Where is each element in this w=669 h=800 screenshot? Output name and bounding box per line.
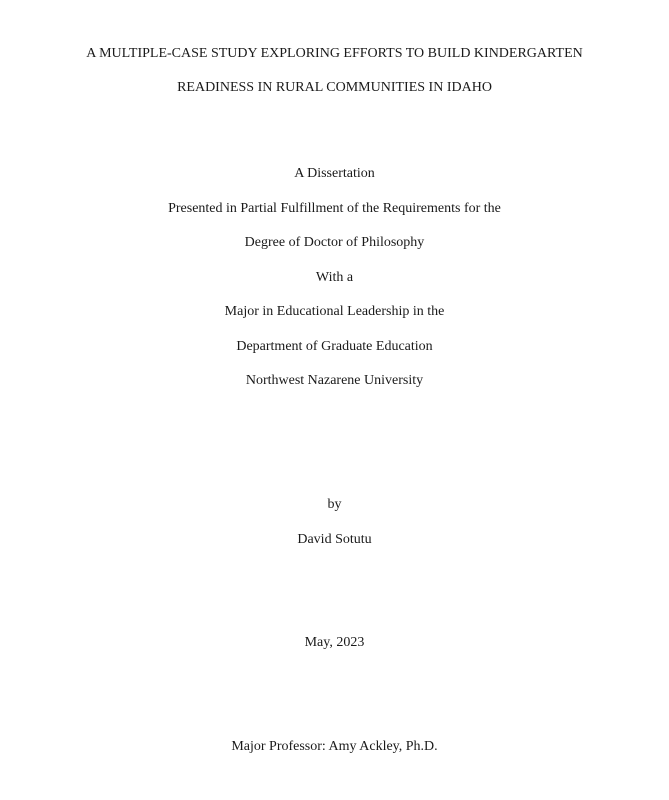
statement-line-fulfillment: Presented in Partial Fulfillment of the Requirements for the [168, 201, 501, 216]
statement-line-with-a: With a [315, 270, 354, 285]
major-professor: Major Professor: Amy Ackley, Ph.D. [231, 739, 438, 754]
author-name: David Sotutu [297, 532, 372, 547]
dissertation-title-line-2: READINESS IN RURAL COMMUNITIES IN IDAHO [177, 80, 492, 95]
statement-line-department: Department of Graduate Education [236, 339, 433, 354]
statement-line-degree: Degree of Doctor of Philosophy [244, 235, 425, 250]
publication-date: May, 2023 [304, 635, 365, 650]
statement-line-major: Major in Educational Leadership in the [224, 304, 445, 319]
byline-by: by [327, 497, 342, 512]
dissertation-title-line-1: A MULTIPLE-CASE STUDY EXPLORING EFFORTS TO BUILD KINDERGARTEN [86, 46, 583, 61]
statement-line-dissertation: A Dissertation [294, 166, 375, 181]
statement-line-university: Northwest Nazarene University [245, 373, 424, 388]
